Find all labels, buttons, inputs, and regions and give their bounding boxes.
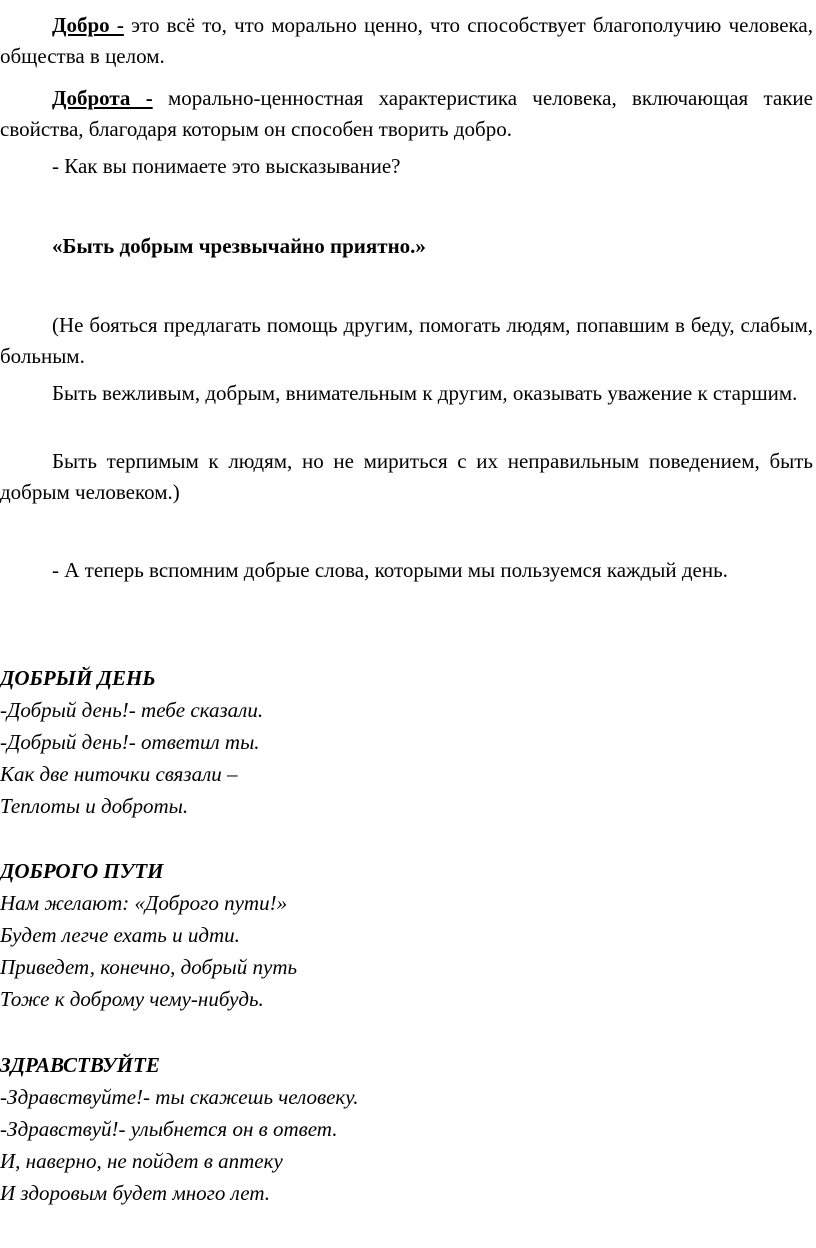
answer-paragraph: (Не бояться предлагать помощь другим, помогать людям, попавшим в беду, слабым, больным. [0, 313, 813, 368]
poem-line: -Здравствуйте!- ты скажешь человеку. [0, 1085, 359, 1109]
definition-term: Доброта - [52, 86, 153, 110]
poem-dobrogo-puti [0, 856, 700, 1015]
question-paragraph: - А теперь вспомним добрые слова, которыми мы пользуемся каждый день. [52, 558, 728, 582]
poem-line: И, наверно, не пойдет в аптеку [0, 1149, 283, 1173]
poem-line: -Добрый день!- ответил ты. [0, 730, 260, 754]
answer-paragraph: Быть терпимым к людям, но не мириться с их неправильным поведением, быть добрым человеком.) [0, 449, 813, 504]
definition-text: морально-ценностная характеристика человека, включающая такие свойства, благодаря которым он способен творить добро. [0, 86, 813, 141]
poem-line: Приведет, конечно, добрый путь [0, 955, 298, 979]
poem-dobryi-den [0, 663, 700, 822]
answer-paragraph: Быть вежливым, добрым, внимательным к другим, оказывать уважение к старшим. [52, 381, 798, 405]
question-paragraph: - Как вы понимаете это высказывание? [52, 154, 401, 178]
poem-zdravstvuyte [0, 1050, 700, 1209]
quote-heading: «Быть добрым чрезвычайно приятно.» [52, 234, 426, 258]
poem-line: Будет легче ехать и идти. [0, 923, 240, 947]
definition-text: это всё то, что морально ценно, что способствует благополучию человека, общества в целом. [0, 13, 814, 68]
poem-line: Нам желают: «Доброго пути!» [0, 891, 288, 915]
poem-title: ДОБРОГО ПУТИ [0, 859, 164, 883]
poem-line: Теплоты и доброты. [0, 794, 189, 818]
poem-title: ЗДРАВСТВУЙТЕ [0, 1053, 160, 1077]
poem-line: Как две ниточки связали – [0, 762, 238, 786]
definition-dobro [0, 10, 813, 72]
definition-dobrota [0, 83, 813, 145]
poem-line: -Добрый день!- тебе сказали. [0, 698, 264, 722]
poem-line: Тоже к доброму чему-нибудь. [0, 987, 264, 1011]
poem-line: И здоровым будет много лет. [0, 1181, 270, 1205]
definition-term: Добро - [52, 13, 124, 37]
poem-title: ДОБРЫЙ ДЕНЬ [0, 666, 156, 690]
poem-line: -Здравствуй!- улыбнется он в ответ. [0, 1117, 338, 1141]
